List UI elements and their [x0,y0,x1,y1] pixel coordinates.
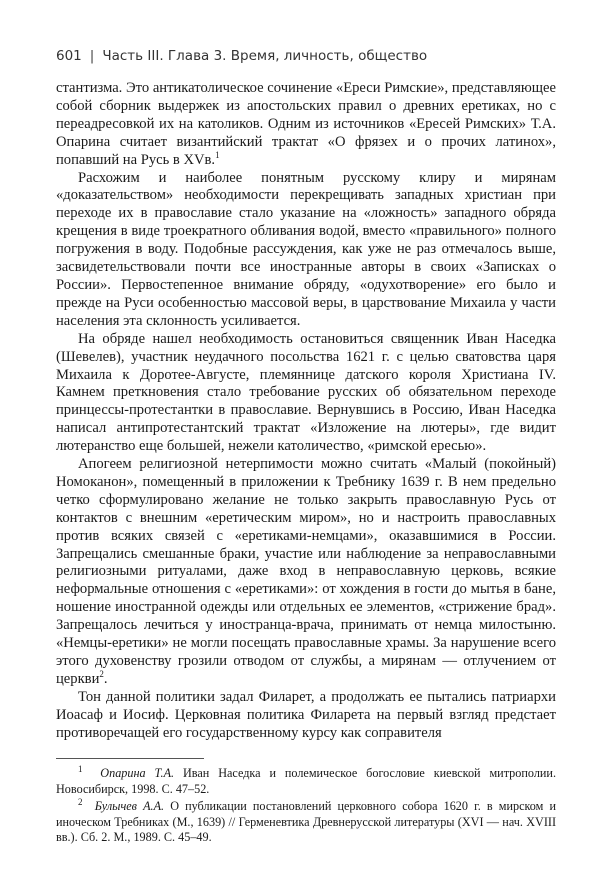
paragraph-text: На обряде нашел необходимость остановиться священник Иван Наседка (Шевелев), участник неудачного посольства 1621 г. с целью сватовства царя Михаила к Доротее-Августе, племяннице датского короля Христиана IV. Камнем преткновения стало требование русских об обязательном переходе принцессы-протестантки в православие. Вернувшись в Россию, Иван Наседка написал антипротестантский трактат «Изложение на лютеры», где видит лютеранство еще большей, нежели католичество, «римской ересью». [56,330,556,455]
footnote-number: 2 [78,797,83,808]
main-text [56,80,556,743]
footnote-number: 1 [78,763,83,774]
footnote-ref-1[interactable]: 1 [215,149,220,160]
header-separator: | [89,48,95,64]
paragraph-text: стантизма. Это антикатолическое сочинение «Ереси Римские», представляющее собой сборник выдержек из апостольских правил о древних еретиках, но с переадресовкой их на католиков. Одним из источников «Ересей Римских» Т.А. Опарина считает византийский трактат «О фрязех и о прочих латинох», попавший на Русь в XVв. [56,80,556,168]
running-header [56,48,556,64]
paragraph-text: Апогеем религиозной нетерпимости можно считать «Малый (покойный) Номоканон», помещенный в приложении к Требнику 1639 г. В нем предельно четко сформулировано желание не только закрыть православную Русь от контактов с внешним «еретическим миром», но и настроить православных против всяких связей с «еретиками-немцами», оказавшимися в России. Запрещались смешанные браки, участие или наблюдение за неправославными религиозными ритуалами, даже вход в неправославную церковь, всякие неформальные отношения с «еретиками»: от хождения в гости до мытья в бане, ношение иностранной одежды или отдельных ее элементов, «стрижение брад». Запрещалось лечиться у иностранца-врача, принимать от немца милостыню. «Немцы-еретики» не могли посещать православные храмы. За нарушение всего этого духовенству грозили отводом от службы, а мирянам — отлучением от церкви [56,456,556,687]
footnote-text: Иван Наседка и полемическое богословие киевской митрополии. Новосибирск, 1998. С. 47–52. [56,766,556,796]
paragraph-5 [56,689,556,743]
footnote-2 [56,799,556,846]
paragraph-4: Апогеем религиозной нетерпимости можно считать «Малый (покойный) Номоканон», помещенный в приложении к Требнику 1639 г. В нем предельно четко сформулировано желание не только закрыть православную Русь от контактов с внешним «еретическим миром», но и настроить православных против всяких связей с «еретиками-немцами», оказавшимися в России. Запрещались смешанные браки, участие или наблюдение за неправославными религиозными ритуалами, даже вход в неправославную церковь, всякие неформальные отношения с «еретиками»: от хождения в гости до мытья в бане, ношение иностранной одежды или отдельных ее элементов, «стрижение брад». Запрещалось лечиться у иностранца-врача, принимать от немца милостыню. «Немцы-еретики» не могли посещать православные храмы. За нарушение всего этого духовенству грозили отводом от службы, а мирянам — отлучением от церкви$^2$. [56,456,556,687]
footnotes [56,763,557,848]
paragraph-text: Тон данной политики задал Филарет, а продолжать ее пытались патриархи Иоасаф и Иосиф. Церковная политика Филарета на первый взгляд предстает противоречащей его государственному курсу как соправителя [56,688,556,741]
running-title: Часть III. Глава 3. Время, личность, общество [102,48,428,64]
footnote-author: Булычев А.А. [94,799,165,814]
paragraph-3 [56,331,556,456]
paragraph-2 [56,170,556,331]
footnote-ref-2[interactable]: 2 [99,669,104,680]
page-number: 601 [56,48,82,64]
footnote-text: О публикации постановлений церковного собора 1620 г. в мирском и иноческом Требниках (М., 1639) // Герменевтика Древнерусской литературы (XVI — нач. XVIII вв.). Сб. 2. М., 1989. С. 45–49. [56,799,557,845]
footnote-divider [56,758,204,759]
paragraph-text: Расхожим и наиболее понятным русскому клиру и мирянам «доказательством» необходимости перекрещивать западных христиан при переходе их в православие стало указание на «ложность» западного обряда крещения в виде троекратного обливания водой, вместо «правильного» полного погружения в воду. Подобные рассуждения, как уже не раз отмечалось выше, засвидетельствовали почти все иностранные авторы в своих «Записках о России». Первостепенное внимание обряду, «одухотворение» его было и прежде на Руси особенностью массовой веры, в царствование Михаила у части населения эта склонность усиливается. [56,169,556,329]
paragraph-1 [56,80,556,170]
footnote-author: Опарина Т.А. [100,766,175,780]
footnote-1 [56,763,556,797]
